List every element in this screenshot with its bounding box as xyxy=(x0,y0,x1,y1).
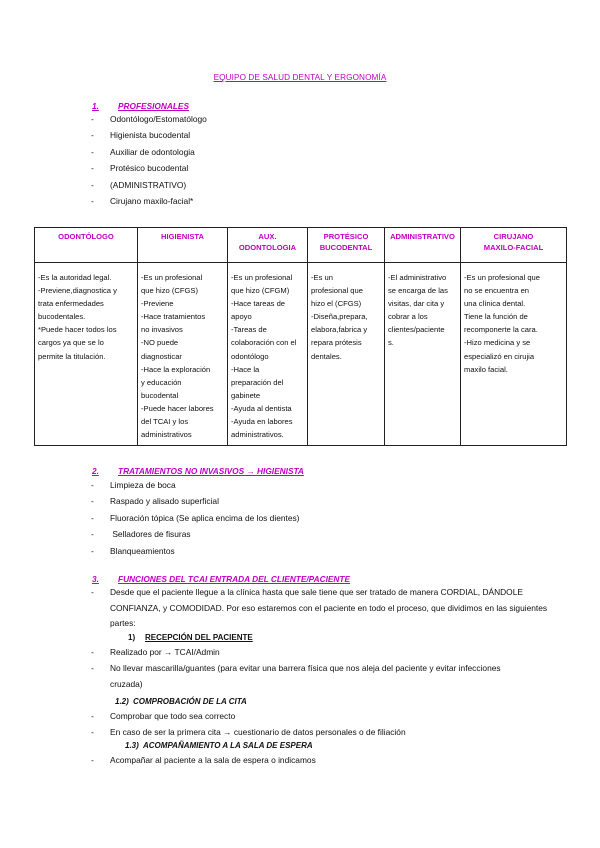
table-cell-line: odontólogo xyxy=(231,351,269,361)
section-2-title: TRATAMIENTOS NO INVASIVOS → HIGIENISTA xyxy=(118,466,304,476)
table-cell-line: que hizo (CFGS) xyxy=(141,286,198,296)
table-cell-line: -Hace la xyxy=(231,364,260,374)
table-cell-line: -Hace tratamientos xyxy=(141,312,206,322)
table-header-line: ODONTÓLOGO xyxy=(58,232,114,241)
table-cell-line: diagnosticar xyxy=(141,351,182,361)
section-2-heading xyxy=(92,466,304,476)
list-item: - Cirujano maxilo-facial* xyxy=(110,193,207,209)
section-3-number: 3. xyxy=(92,574,99,584)
section-2-number: 2. xyxy=(92,466,99,476)
table-cell-line: permite la titulación. xyxy=(38,351,106,361)
table-cell-line: no invasivos xyxy=(141,325,183,335)
table-header-cell xyxy=(35,228,138,263)
table-cell-line: -Es la autoridad legal. xyxy=(38,273,112,282)
table-cell-line: -Es un profesional xyxy=(141,273,203,282)
table-cell-line: repara prótesis xyxy=(311,338,362,348)
table-header-line: ADMINISTRATIVO xyxy=(390,232,455,241)
table-cell-line: colaboración con el xyxy=(231,338,297,348)
table-header-line: MAXILO-FACIAL xyxy=(483,243,544,252)
section-3-heading xyxy=(92,574,350,584)
table-header-cell xyxy=(138,228,228,263)
subsection-2-title: COMPROBACIÓN DE LA CITA xyxy=(133,697,247,706)
treatments-list xyxy=(110,477,299,559)
table-cell-line: -Hace la exploración xyxy=(141,364,211,374)
table-cell-line: s. xyxy=(388,338,394,348)
table-cell-line: -Hace tareas de xyxy=(231,299,286,309)
list-item: - (ADMINISTRATIVO) xyxy=(110,177,207,193)
table-header-row xyxy=(35,228,567,263)
appointment-check-list xyxy=(110,708,406,741)
list-item-continuation: cruzada) xyxy=(110,679,143,689)
table-cell-line: -El administrativo xyxy=(388,273,447,282)
table-row xyxy=(35,263,567,446)
table-cell xyxy=(308,263,385,446)
section-3-title: FUNCIONES DEL TCAI ENTRADA DEL CLIENTE/PACIENTE xyxy=(118,574,351,584)
list-item: - Odontólogo/Estomatólogo xyxy=(110,111,207,127)
subsection-1-title: RECEPCIÓN DEL PACIENTE xyxy=(145,633,253,642)
table-cell-line: dentales. xyxy=(311,351,342,361)
subsection-2-number: 1.2) xyxy=(115,697,129,706)
intro-line: - Desde que el paciente llegue a la clínica hasta que sale tiene que ser tratado de manera CORDIAL, DÁNDOLE xyxy=(91,587,523,597)
intro-line: partes: xyxy=(110,618,136,628)
table-cell-line: no se encuentra en xyxy=(464,286,530,296)
table-header-cell xyxy=(308,228,385,263)
table-cell-line: cargos ya que se lo xyxy=(38,338,104,348)
table-cell-line: administrativos xyxy=(141,430,192,440)
table-cell-line: se encarga de las xyxy=(388,286,448,296)
section-1-heading xyxy=(92,101,189,111)
table-cell-line: -Ayuda en labores xyxy=(231,417,293,427)
table-cell-line: clientes/paciente xyxy=(388,325,445,335)
table-cell xyxy=(35,263,138,446)
table-cell-line: -Puede hacer labores xyxy=(141,403,214,413)
table-cell-line: elabora,fabrica y xyxy=(311,325,368,335)
table-header-cell xyxy=(385,228,461,263)
table-cell-line: y educación xyxy=(141,377,182,387)
table-header-cell xyxy=(461,228,567,263)
reception-list xyxy=(110,644,501,677)
table-cell-line: -Previene,diagnostica y xyxy=(38,286,117,296)
table-cell-line: hizo el (CFGS) xyxy=(311,299,362,309)
subsection-3-heading xyxy=(125,741,313,750)
table-cell-line: especializó en cirujia xyxy=(464,351,535,361)
section-1-title: PROFESIONALES xyxy=(118,101,189,111)
table-header-line: ODONTOLOGIA xyxy=(238,243,297,252)
table-cell-line: bucodental xyxy=(141,390,179,400)
table-cell-line: cobrar a los xyxy=(388,312,428,322)
list-item: - Higienista bucodental xyxy=(110,127,207,143)
table-header-line: BUCODENTAL xyxy=(319,243,373,252)
section-1-number: 1. xyxy=(92,101,99,111)
list-item: - Blanqueamientos xyxy=(110,543,299,559)
table-cell-line: -Previene xyxy=(141,299,174,309)
list-item: - Acompañar al paciente a la sala de espera o indicamos xyxy=(110,752,316,768)
table-cell-line: Tiene la función de xyxy=(464,312,528,322)
table-cell-line: -Es un xyxy=(311,273,333,282)
list-item: - Selladores de fisuras xyxy=(110,526,299,542)
subsection-3-title: ACOMPAÑAMIENTO A LA SALA DE ESPERA xyxy=(143,741,313,750)
table-cell xyxy=(385,263,461,446)
waiting-room-list xyxy=(110,752,316,768)
table-cell-line: una clínica dental. xyxy=(464,299,526,309)
table-header-line: PROTÉSICO xyxy=(323,232,369,241)
table-cell-line: gabinete xyxy=(231,390,261,400)
table-cell-line: apoyo xyxy=(231,312,252,322)
subsection-1-number: 1) xyxy=(128,633,136,642)
list-item: - No llevar mascarilla/guantes (para evitar una barrera física que nos aleja del paciente y evitar infecciones xyxy=(110,660,501,676)
subsection-1-heading xyxy=(128,633,253,642)
table-cell-line: maxilo facial. xyxy=(464,364,508,374)
table-cell-line: -Es un profesional xyxy=(231,273,293,282)
subsection-3-number: 1.3) xyxy=(125,741,139,750)
table-cell-line: del TCAI y los xyxy=(141,417,189,427)
section-3-intro xyxy=(91,585,548,632)
list-item: - Realizado por → TCAI/Admin xyxy=(110,644,501,660)
table-cell-line: -Es un profesional que xyxy=(464,273,540,282)
table-cell xyxy=(228,263,308,446)
table-cell-line: -Hizo medicina y se xyxy=(464,338,531,348)
table-cell-line: visitas, dar cita y xyxy=(388,299,445,309)
list-item: - Comprobar que todo sea correcto xyxy=(110,708,406,724)
table-cell-line: preparación del xyxy=(231,377,284,387)
table-cell-line: -Ayuda al dentista xyxy=(231,403,292,413)
table-cell-line: recomponerte la cara. xyxy=(464,325,538,335)
list-item: - Auxiliar de odontologia xyxy=(110,144,207,160)
table-header-line: CIRUJANO xyxy=(493,232,534,241)
table-cell-line: administrativos. xyxy=(231,430,284,440)
list-item: - En caso de ser la primera cita → cuestionario de datos personales o de filiación xyxy=(110,724,406,740)
professionals-table xyxy=(34,227,567,446)
table-cell-line: *Puede hacer todos los xyxy=(38,325,117,335)
table-header-line: AUX. xyxy=(258,232,277,241)
professionals-list xyxy=(110,111,207,209)
table-cell-line: -Diseña,prepara, xyxy=(311,312,368,322)
table-cell-line: -Tareas de xyxy=(231,325,267,335)
document-title: EQUIPO DE SALUD DENTAL Y ERGONOMÍA xyxy=(213,73,387,82)
list-item: - Limpieza de boca xyxy=(110,477,299,493)
list-item: - Raspado y alisado superficial xyxy=(110,493,299,509)
table-header-cell xyxy=(228,228,308,263)
table-cell xyxy=(461,263,567,446)
table-cell-line: que hizo (CFGM) xyxy=(231,286,290,296)
list-item: - Fluoración tópica (Se aplica encima de los dientes) xyxy=(110,510,299,526)
table-cell xyxy=(138,263,228,446)
table-cell-line: trata enfermedades xyxy=(38,299,104,309)
list-item: - Protésico bucodental xyxy=(110,160,207,176)
intro-line: CONFIANZA, y COMODIDAD. Por eso estaremos con el paciente en todo el proceso, que dividimos en las siguientes xyxy=(110,602,548,613)
subsection-2-heading xyxy=(115,697,247,706)
table-cell-line: bucodentales. xyxy=(38,312,86,322)
table-cell-line: profesional que xyxy=(311,286,363,296)
table-cell-line: -NO puede xyxy=(141,338,179,348)
table-header-line: HIGIENISTA xyxy=(161,232,204,241)
